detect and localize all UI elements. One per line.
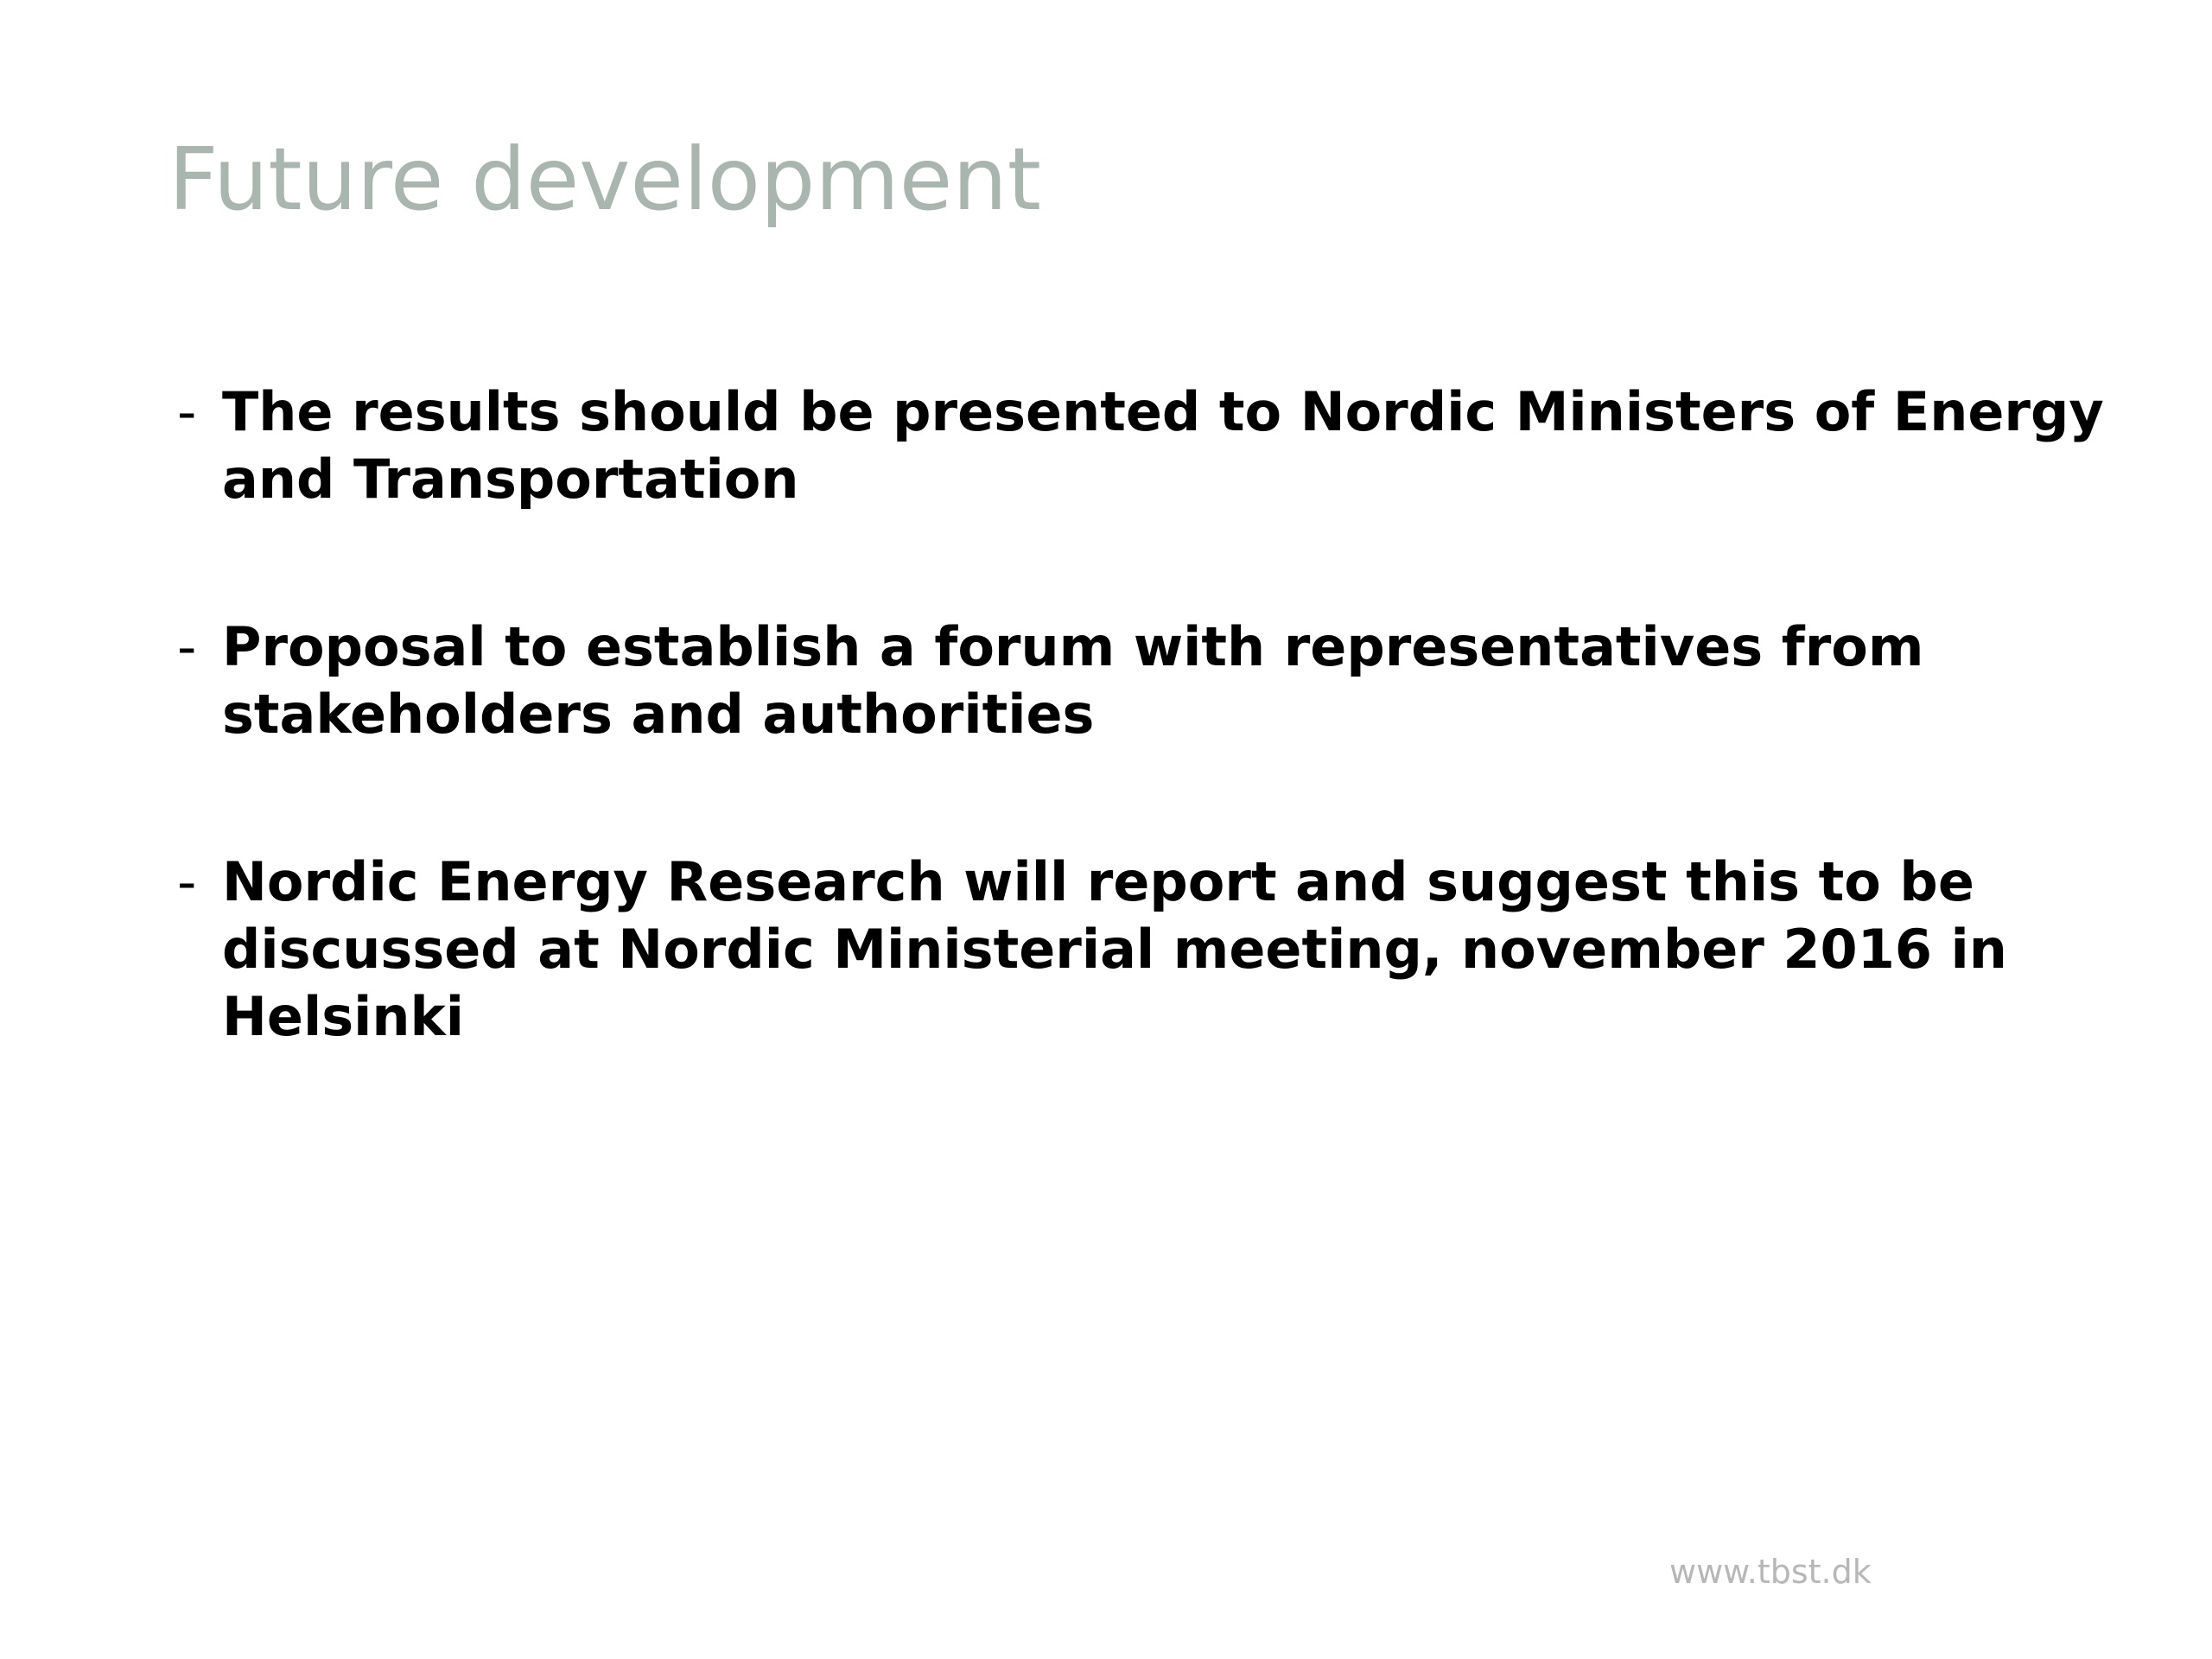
bullet-text: The results should be presented to Nordic Ministers of Energy and Transportation	[222, 380, 2104, 511]
bullet-text: Nordic Energy Research will report and suggest this to be discussed at Nordic Ministerial meeting, november 2016 in Helsinki	[222, 850, 2007, 1048]
bullet-list	[177, 378, 2121, 1151]
bullet-marker: -	[177, 615, 197, 678]
bullet-item	[177, 849, 2121, 1051]
slide-title: Future development	[168, 129, 1041, 230]
bullet-item	[177, 378, 2121, 513]
bullet-marker: -	[177, 380, 197, 443]
bullet-item	[177, 613, 2121, 748]
footer-url: www.tbst.dk	[1669, 1553, 1872, 1591]
bullet-text: Proposal to establish a forum with representatives from stakeholders and authorities	[222, 615, 1924, 746]
bullet-marker: -	[177, 850, 197, 913]
